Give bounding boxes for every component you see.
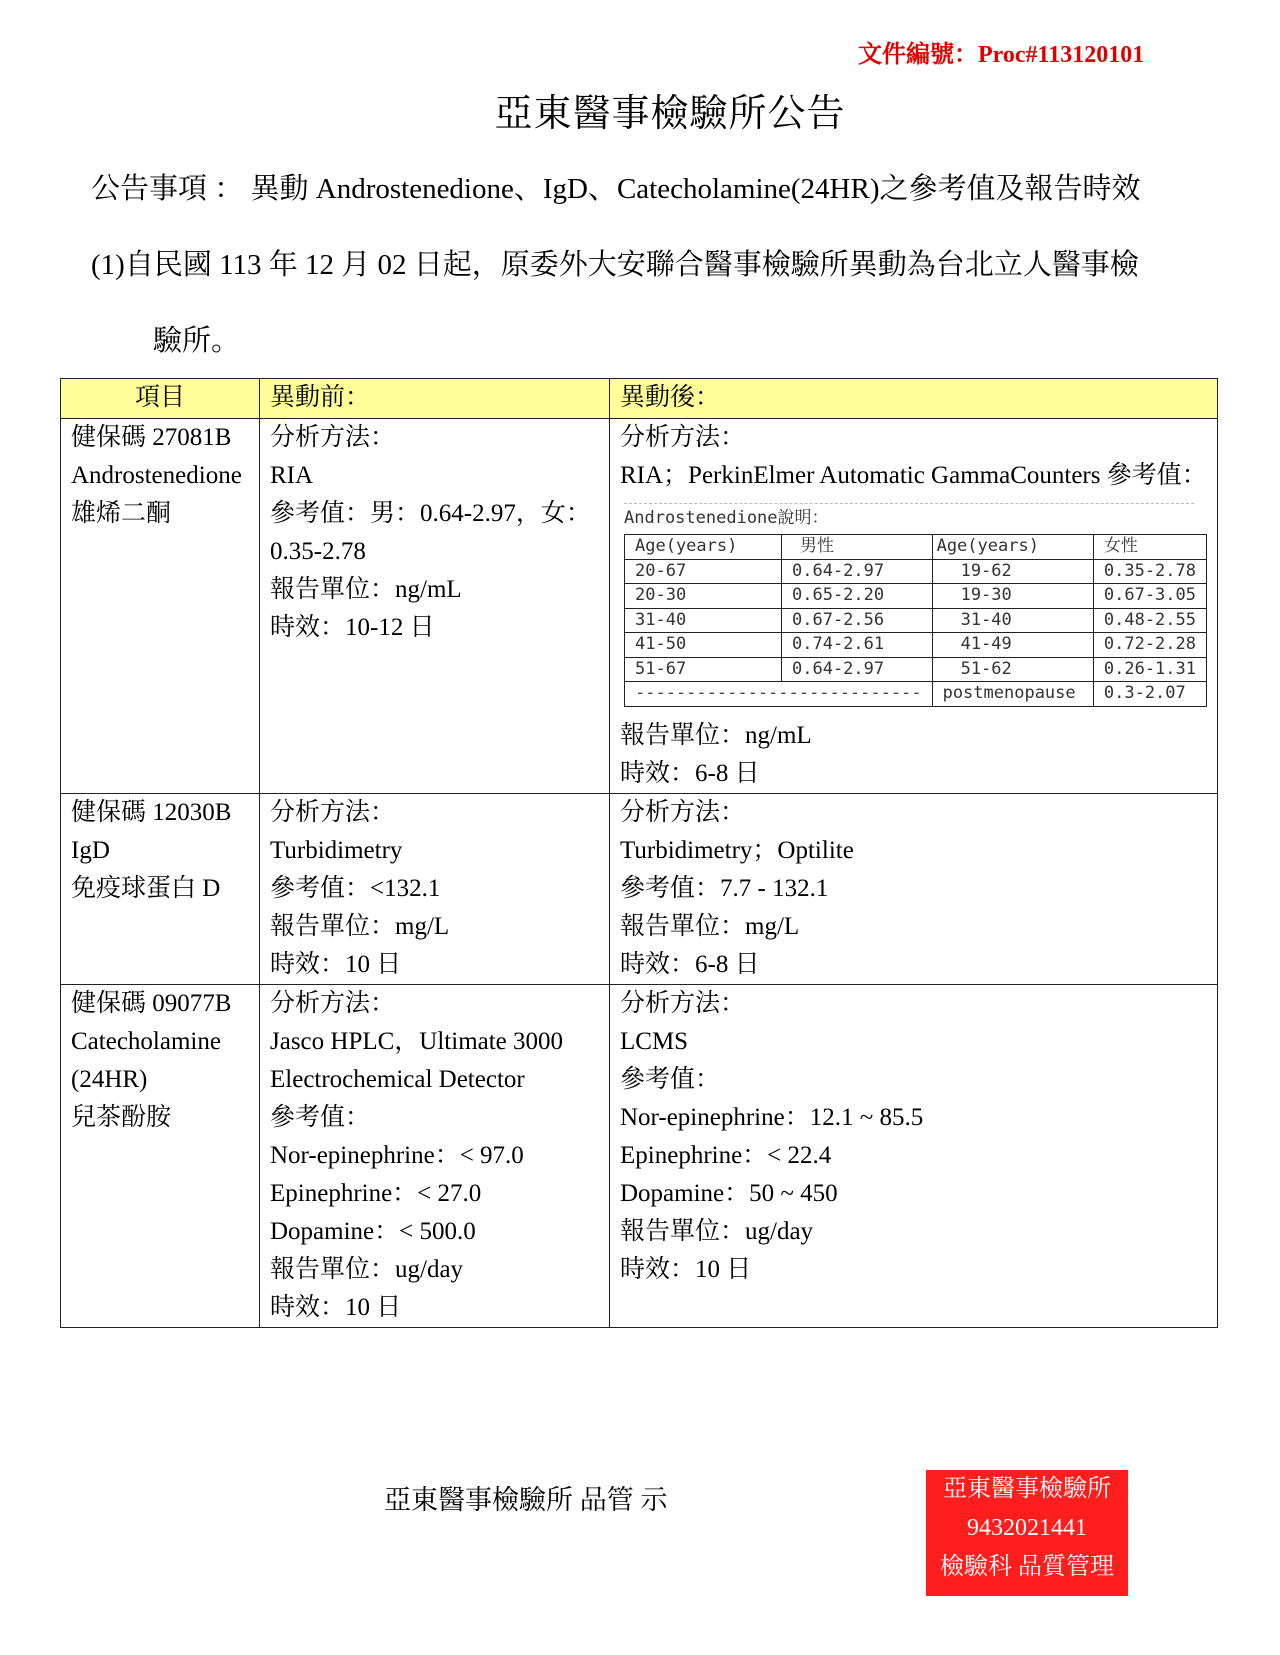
ref-cell: 20-30 (625, 584, 782, 609)
before-line: Epinephrine：< 27.0 (270, 1179, 482, 1207)
after-line: 分析方法： (620, 989, 746, 1017)
before-line: 報告單位：mg/L (270, 912, 450, 940)
item-name-zh: 免疫球蛋白 D (71, 874, 221, 902)
notice-item-1-line-2: 驗所。 (153, 325, 241, 357)
ref-cell: 19-30 (932, 584, 1093, 609)
ref-header-age-male: Age(years) (625, 535, 782, 560)
item-code: 健保碼 12030B (71, 798, 232, 826)
after-line: 報告單位：mg/L (620, 912, 800, 940)
ref-cell: 0.65-2.20 (782, 584, 933, 609)
ref-cell: 51-67 (625, 657, 782, 682)
item-cell (61, 419, 260, 794)
page-title: 亞東醫事檢驗所公告 (494, 93, 846, 135)
after-line: Dopamine：50 ~ 450 (620, 1179, 838, 1207)
ref-header-male: 男性 (782, 535, 933, 560)
reference-row (625, 584, 1207, 609)
after-line: 報告單位：ng/mL (620, 721, 812, 749)
ref-cell: 0.67-3.05 (1093, 584, 1206, 609)
ref-cell: 0.74-2.61 (782, 633, 933, 658)
reference-row-postmenopause (625, 682, 1207, 707)
notice-subject: 公告事項 ： 異動 Androstenedione、IgD、Catecholamine(24HR)之參考值及報告時效 (91, 173, 1141, 205)
before-cell (260, 984, 610, 1327)
before-line: 報告單位：ug/day (270, 1255, 464, 1283)
before-line: Dopamine：< 500.0 (270, 1217, 476, 1245)
ref-cell: 0.64-2.97 (782, 657, 933, 682)
before-line: 0.35-2.78 (270, 538, 366, 565)
reference-table-title: Androstenedione說明： (624, 503, 1194, 530)
after-line: 時效：6-8 日 (620, 950, 760, 978)
before-line: Turbidimetry (270, 836, 403, 864)
table-row-androstenedione (61, 419, 1218, 794)
item-name-en: Androstenedione (71, 462, 242, 489)
ref-cell: 0.35-2.78 (1093, 559, 1206, 584)
after-cell (610, 793, 1218, 984)
ref-cell: 31-40 (625, 608, 782, 633)
item-name-zh: 兒茶酚胺 (71, 1103, 172, 1131)
notice-item-1-line-1: (1)自民國 113 年 12 月 02 日起，原委外大安聯合醫事檢驗所異動為台北立人醫事檢 (91, 249, 1139, 281)
table-header-row (61, 379, 1218, 419)
after-line: 報告單位：ug/day (620, 1217, 814, 1245)
ref-cell: 0.67-2.56 (782, 608, 933, 633)
after-line: 時效：6-8 日 (620, 759, 760, 787)
after-line: RIA；PerkinElmer Automatic GammaCounters 參考值： (620, 462, 1207, 489)
before-line: 時效：10 日 (270, 950, 402, 978)
before-line: 時效：10-12 日 (270, 614, 435, 641)
header-item: 項目 (61, 379, 260, 419)
after-cell (610, 419, 1218, 794)
after-line: 參考值：7.7 - 132.1 (620, 874, 829, 902)
footer-signature: 亞東醫事檢驗所 品管 示 (384, 1485, 668, 1515)
after-line: 參考值： (620, 1065, 721, 1093)
ref-cell: 41-50 (625, 633, 782, 658)
after-line: 時效：10 日 (620, 1255, 752, 1283)
before-line: 時效：10 日 (270, 1293, 402, 1321)
before-line: 分析方法： (270, 989, 396, 1017)
ref-cell: 51-62 (932, 657, 1093, 682)
item-name-zh: 雄烯二酮 (71, 500, 172, 527)
before-line: Jasco HPLC，Ultimate 3000 (270, 1027, 564, 1055)
before-cell (260, 793, 610, 984)
ref-dashes: ---------------------------- (625, 682, 933, 707)
after-line: Nor-epinephrine：12.1 ~ 85.5 (620, 1103, 924, 1131)
item-name-qualifier: (24HR) (71, 1065, 148, 1093)
before-line: Electrochemical Detector (270, 1065, 525, 1093)
before-line: 參考值：男：0.64-2.97，女： (270, 500, 591, 527)
header-before: 異動前： (260, 379, 610, 419)
before-line: RIA (270, 462, 314, 489)
before-line: 參考值：<132.1 (270, 874, 441, 902)
item-code: 健保碼 09077B (71, 989, 232, 1017)
reference-row (625, 657, 1207, 682)
ref-cell: 20-67 (625, 559, 782, 584)
header-after: 異動後： (610, 379, 1218, 419)
after-line: Epinephrine：< 22.4 (620, 1141, 832, 1169)
before-line: Nor-epinephrine：< 97.0 (270, 1141, 524, 1169)
before-line: 報告單位：ng/mL (270, 576, 462, 603)
ref-cell: 41-49 (932, 633, 1093, 658)
after-cell (610, 984, 1218, 1327)
item-name-en: IgD (71, 836, 110, 864)
after-line: 分析方法： (620, 424, 746, 451)
item-cell (61, 793, 260, 984)
after-line: LCMS (620, 1027, 689, 1055)
reference-row (625, 633, 1207, 658)
reference-header-row (625, 535, 1207, 560)
before-line: 參考值： (270, 1103, 371, 1131)
ref-cell: 0.64-2.97 (782, 559, 933, 584)
after-line: 分析方法： (620, 798, 746, 826)
change-table (60, 378, 1218, 1328)
ref-cell: 31-40 (932, 608, 1093, 633)
ref-cell: 0.48-2.55 (1093, 608, 1206, 633)
quality-stamp (926, 1470, 1128, 1596)
after-line: Turbidimetry；Optilite (620, 836, 854, 864)
ref-header-female: 女性 (1093, 535, 1206, 560)
ref-postmenopause-label: postmenopause (932, 682, 1093, 707)
stamp-line: 9432021441 (967, 1515, 1087, 1541)
table-row-igd (61, 793, 1218, 984)
table-row-catecholamine (61, 984, 1218, 1327)
before-line: 分析方法： (270, 798, 396, 826)
reference-row (625, 608, 1207, 633)
item-name-en: Catecholamine (71, 1027, 221, 1055)
reference-row (625, 559, 1207, 584)
item-code: 健保碼 27081B (71, 424, 232, 451)
ref-cell: 0.72-2.28 (1093, 633, 1206, 658)
item-cell (61, 984, 260, 1327)
stamp-line: 檢驗科 品質管理 (940, 1554, 1114, 1580)
before-cell (260, 419, 610, 794)
ref-postmenopause-value: 0.3-2.07 (1093, 682, 1206, 707)
reference-range-table (624, 534, 1207, 707)
stamp-line: 亞東醫事檢驗所 (943, 1476, 1111, 1502)
ref-cell: 0.26-1.31 (1093, 657, 1206, 682)
document-number: 文件編號：Proc#113120101 (858, 42, 1145, 68)
ref-cell: 19-62 (932, 559, 1093, 584)
before-line: 分析方法： (270, 424, 396, 451)
ref-header-age-female: Age(years) (932, 535, 1093, 560)
